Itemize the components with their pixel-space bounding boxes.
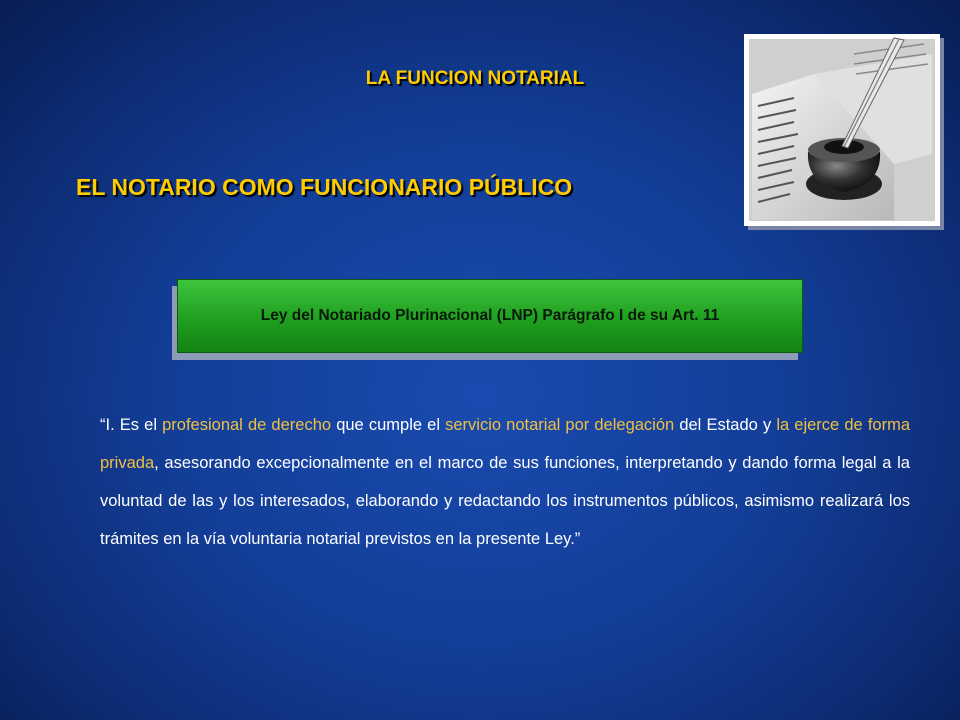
law-reference-box xyxy=(177,279,803,353)
quote-highlight-1: profesional de derecho xyxy=(162,416,332,434)
quote-text-1: “I. Es el xyxy=(100,416,163,434)
quote-text-2: que cumple el xyxy=(331,416,446,434)
law-quote-paragraph xyxy=(100,406,910,558)
quote-highlight-2: servicio notarial por delegación xyxy=(445,416,675,434)
slide-subtitle: EL NOTARIO COMO FUNCIONARIO PÚBLICO xyxy=(76,174,573,200)
quote-text-3: del Estado y xyxy=(674,416,777,434)
quote-text-4: , asesorando excepcionalmente en el marco de sus funciones, interpretando y dando forma legal a la voluntad de las y los interesados, elaborando y redactando los instrumentos públicos, asimismo realizará los trámites en la vía voluntaria notarial previstos en la presente Ley.” xyxy=(100,454,910,548)
quote-highlight-3: la ejerce de forma privada xyxy=(100,416,910,472)
quill-inkwell-book-icon xyxy=(744,34,940,226)
law-reference-label: Ley del Notariado Plurinacional (LNP) Parágrafo I de su Art. 11 xyxy=(260,307,720,324)
slide-title: LA FUNCION NOTARIAL xyxy=(365,68,585,89)
